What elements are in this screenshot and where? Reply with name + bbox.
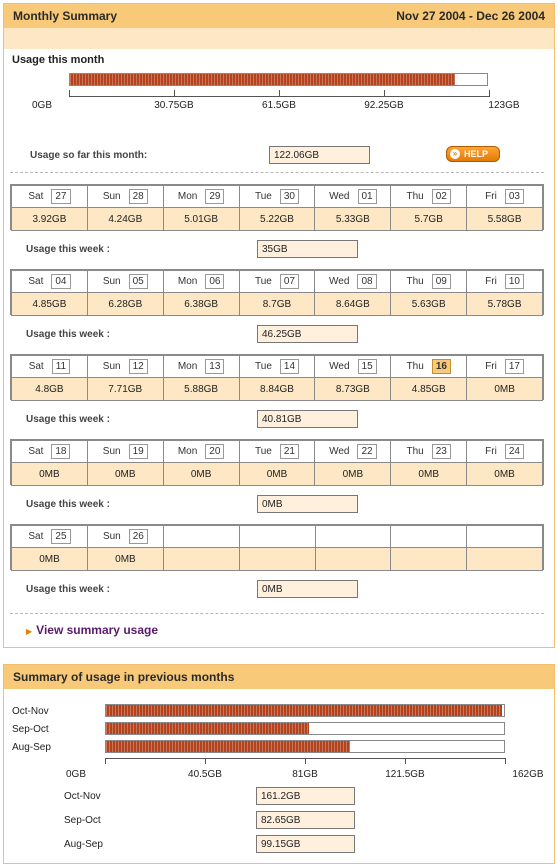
day-usage-cell: 6.38GB	[163, 293, 239, 316]
day-name: Sat	[28, 361, 44, 372]
previous-axis-tick	[405, 758, 406, 764]
day-number: 09	[432, 274, 451, 289]
day-header	[12, 186, 88, 208]
previous-usage-bar-fill	[106, 705, 502, 716]
day-header	[87, 271, 163, 293]
day-name: Fri	[485, 446, 497, 457]
month-axis-label: 30.75GB	[154, 100, 194, 111]
previous-month-value: 161.2GB	[256, 787, 355, 805]
day-header	[12, 356, 88, 378]
day-number: 11	[52, 359, 70, 374]
empty-day-cell	[239, 548, 315, 571]
day-usage-cell: 5.78GB	[467, 293, 543, 316]
previous-axis-label: 162GB	[512, 769, 544, 780]
day-header	[467, 186, 543, 208]
day-name: Thu	[406, 191, 424, 202]
day-number: 02	[432, 189, 451, 204]
month-axis-label: 92.25GB	[364, 100, 404, 111]
day-header	[163, 356, 239, 378]
week-usage-label: Usage this week :	[26, 584, 110, 595]
day-name: Fri	[485, 361, 497, 372]
day-header	[163, 271, 239, 293]
day-number: 19	[129, 444, 148, 459]
day-name: Sun	[102, 276, 121, 287]
week-usage-label: Usage this week :	[26, 329, 110, 340]
divider-top	[10, 172, 544, 173]
day-header	[315, 271, 391, 293]
empty-day-header	[239, 526, 315, 548]
previous-bar-label: Oct-Nov	[12, 706, 49, 717]
previous-axis-tick	[305, 758, 306, 764]
empty-day-cell	[163, 548, 239, 571]
empty-day-header	[391, 526, 467, 548]
previous-months-title: Summary of usage in previous months	[13, 670, 235, 684]
day-number-today: 16	[432, 359, 451, 374]
day-usage-cell: 5.7GB	[391, 208, 467, 231]
day-name: Mon	[177, 276, 198, 287]
day-number: 07	[280, 274, 299, 289]
day-usage-cell: 8.73GB	[315, 378, 391, 401]
day-name: Sun	[102, 191, 121, 202]
previous-axis-tick	[105, 758, 106, 764]
day-header	[391, 271, 467, 293]
previous-month-value: 82.65GB	[256, 811, 355, 829]
day-usage-cell: 3.92GB	[12, 208, 88, 231]
previous-bar-label: Sep-Oct	[12, 724, 49, 735]
day-name: Sat	[28, 446, 44, 457]
week-grid	[10, 439, 544, 485]
day-number: 27	[51, 189, 70, 204]
month-usage-bar-fill	[70, 74, 455, 85]
day-usage-cell: 0MB	[163, 463, 239, 486]
day-number: 14	[280, 359, 299, 374]
day-usage-cell: 0MB	[467, 378, 543, 401]
day-number: 06	[205, 274, 224, 289]
day-header	[87, 441, 163, 463]
day-header	[87, 356, 163, 378]
date-range: Nov 27 2004 - Dec 26 2004	[396, 9, 545, 23]
day-usage-cell: 4.85GB	[12, 293, 88, 316]
day-usage-cell: 0MB	[391, 463, 467, 486]
day-usage-cell: 4.24GB	[87, 208, 163, 231]
week-grid	[10, 524, 544, 570]
day-usage-cell: 8.84GB	[239, 378, 315, 401]
day-header	[467, 271, 543, 293]
day-usage-cell: 6.28GB	[87, 293, 163, 316]
day-usage-cell: 7.71GB	[87, 378, 163, 401]
help-button[interactable]	[446, 146, 500, 162]
day-number: 24	[505, 444, 524, 459]
day-number: 25	[51, 529, 70, 544]
day-name: Sat	[28, 276, 44, 287]
empty-day-header	[315, 526, 391, 548]
day-usage-cell: 5.33GB	[315, 208, 391, 231]
view-summary-usage-label: View summary usage	[36, 623, 158, 637]
previous-usage-bar	[105, 740, 505, 753]
day-header	[315, 356, 391, 378]
empty-day-cell	[467, 548, 543, 571]
day-usage-cell: 5.58GB	[467, 208, 543, 231]
day-name: Sun	[102, 531, 121, 542]
day-number: 03	[505, 189, 524, 204]
day-usage-cell: 0MB	[12, 548, 88, 571]
month-axis-label: 0GB	[31, 100, 52, 111]
day-usage-cell: 0MB	[467, 463, 543, 486]
day-usage-cell: 4.85GB	[391, 378, 467, 401]
day-usage-cell: 5.01GB	[163, 208, 239, 231]
day-name: Sun	[102, 361, 121, 372]
previous-month-value: 99.15GB	[256, 835, 355, 853]
day-usage-cell: 0MB	[239, 463, 315, 486]
day-number: 30	[280, 189, 299, 204]
day-usage-cell: 0MB	[12, 463, 88, 486]
day-header	[12, 271, 88, 293]
day-header	[87, 526, 163, 548]
day-header	[391, 441, 467, 463]
day-usage-cell: 0MB	[87, 548, 163, 571]
day-name: Thu	[406, 276, 424, 287]
day-header	[467, 356, 543, 378]
day-number: 01	[358, 189, 377, 204]
day-usage-cell: 0MB	[315, 463, 391, 486]
previous-usage-bar-fill	[106, 741, 350, 752]
previous-axis-label: 121.5GB	[385, 769, 425, 780]
month-axis-tick	[174, 90, 175, 97]
week-usage-value: 35GB	[257, 240, 358, 258]
day-name: Tue	[254, 446, 272, 457]
day-name: Tue	[254, 276, 272, 287]
day-name: Sat	[28, 531, 44, 542]
week-grid	[10, 354, 544, 400]
day-usage-cell: 8.64GB	[315, 293, 391, 316]
day-name: Mon	[177, 361, 198, 372]
day-header	[315, 441, 391, 463]
day-header	[391, 186, 467, 208]
day-number: 21	[280, 444, 299, 459]
empty-day-cell	[391, 548, 467, 571]
month-axis-tick	[489, 90, 490, 97]
day-number: 10	[505, 274, 524, 289]
view-summary-usage-link[interactable]	[26, 623, 158, 637]
month-axis-tick	[384, 90, 385, 97]
week-usage-value: 46.25GB	[257, 325, 358, 343]
day-number: 04	[51, 274, 70, 289]
triangle-right-icon: ▶	[26, 627, 33, 636]
day-header	[391, 356, 467, 378]
previous-usage-bar	[105, 704, 505, 717]
previous-usage-bar-fill	[106, 723, 309, 734]
previous-usage-bar	[105, 722, 505, 735]
day-name: Fri	[485, 191, 497, 202]
monthly-summary-title: Monthly Summary	[13, 9, 118, 23]
previous-months-panel	[3, 664, 555, 864]
day-usage-cell: 8.7GB	[239, 293, 315, 316]
previous-month-name: Aug-Sep	[64, 839, 103, 850]
day-usage-cell: 5.88GB	[163, 378, 239, 401]
day-name: Mon	[177, 446, 198, 457]
monthly-summary-header	[4, 4, 554, 28]
divider-bottom	[10, 613, 544, 614]
day-number: 13	[205, 359, 224, 374]
week-usage-value: 40.81GB	[257, 410, 358, 428]
week-grid	[10, 269, 544, 315]
day-usage-cell: 4.8GB	[12, 378, 88, 401]
empty-day-header	[467, 526, 543, 548]
day-usage-cell: 5.63GB	[391, 293, 467, 316]
day-name: Tue	[255, 361, 272, 372]
day-header	[467, 441, 543, 463]
empty-day-cell	[315, 548, 391, 571]
previous-months-header	[4, 665, 554, 689]
previous-axis-label: 0GB	[65, 769, 86, 780]
week-grid	[10, 184, 544, 230]
usage-so-far-label: Usage so far this month:	[30, 150, 148, 161]
week-usage-label: Usage this week :	[26, 499, 110, 510]
double-arrow-icon: »	[450, 149, 460, 159]
day-usage-cell: 5.22GB	[239, 208, 315, 231]
day-number: 12	[129, 359, 148, 374]
previous-month-name: Oct-Nov	[64, 791, 101, 802]
usage-so-far-value: 122.06GB	[269, 146, 370, 164]
day-name: Tue	[255, 191, 272, 202]
day-header	[163, 186, 239, 208]
day-name: Wed	[329, 191, 350, 202]
day-header	[315, 186, 391, 208]
month-axis-tick	[69, 90, 70, 97]
month-axis-label: 123GB	[488, 100, 520, 111]
day-number: 29	[205, 189, 224, 204]
day-header	[239, 441, 315, 463]
day-header	[239, 271, 315, 293]
day-header	[12, 526, 88, 548]
week-usage-label: Usage this week :	[26, 244, 110, 255]
day-name: Fri	[485, 276, 497, 287]
help-button-label: HELP	[464, 149, 489, 159]
day-name: Sat	[28, 191, 44, 202]
day-name: Wed	[329, 361, 350, 372]
day-number: 18	[51, 444, 70, 459]
month-usage-bar	[69, 73, 488, 86]
day-name: Sun	[102, 446, 121, 457]
day-number: 26	[129, 529, 148, 544]
day-usage-cell: 0MB	[87, 463, 163, 486]
day-number: 15	[358, 359, 377, 374]
empty-day-header	[163, 526, 239, 548]
week-usage-label: Usage this week :	[26, 414, 110, 425]
day-header	[163, 441, 239, 463]
week-usage-value: 0MB	[257, 495, 358, 513]
day-name: Thu	[406, 446, 424, 457]
day-number: 22	[357, 444, 376, 459]
previous-bar-label: Aug-Sep	[12, 742, 51, 753]
week-usage-value: 0MB	[257, 580, 358, 598]
day-number: 28	[129, 189, 148, 204]
month-axis-tick	[279, 90, 280, 97]
day-header	[239, 356, 315, 378]
day-name: Wed	[329, 446, 350, 457]
day-name: Mon	[177, 191, 198, 202]
day-name: Wed	[329, 276, 350, 287]
day-number: 23	[432, 444, 451, 459]
day-header	[12, 441, 88, 463]
usage-this-month-heading: Usage this month	[12, 54, 105, 66]
previous-axis-label: 81GB	[292, 769, 318, 780]
monthly-summary-subheader	[4, 28, 554, 49]
previous-month-name: Sep-Oct	[64, 815, 101, 826]
previous-axis-tick	[505, 758, 506, 764]
day-number: 05	[129, 274, 148, 289]
day-number: 08	[357, 274, 376, 289]
day-number: 17	[505, 359, 524, 374]
day-number: 20	[205, 444, 224, 459]
previous-axis-tick	[205, 758, 206, 764]
previous-axis-label: 40.5GB	[188, 769, 222, 780]
day-name: Thu	[406, 361, 424, 372]
month-axis-label: 61.5GB	[262, 100, 296, 111]
day-header	[239, 186, 315, 208]
day-header	[87, 186, 163, 208]
